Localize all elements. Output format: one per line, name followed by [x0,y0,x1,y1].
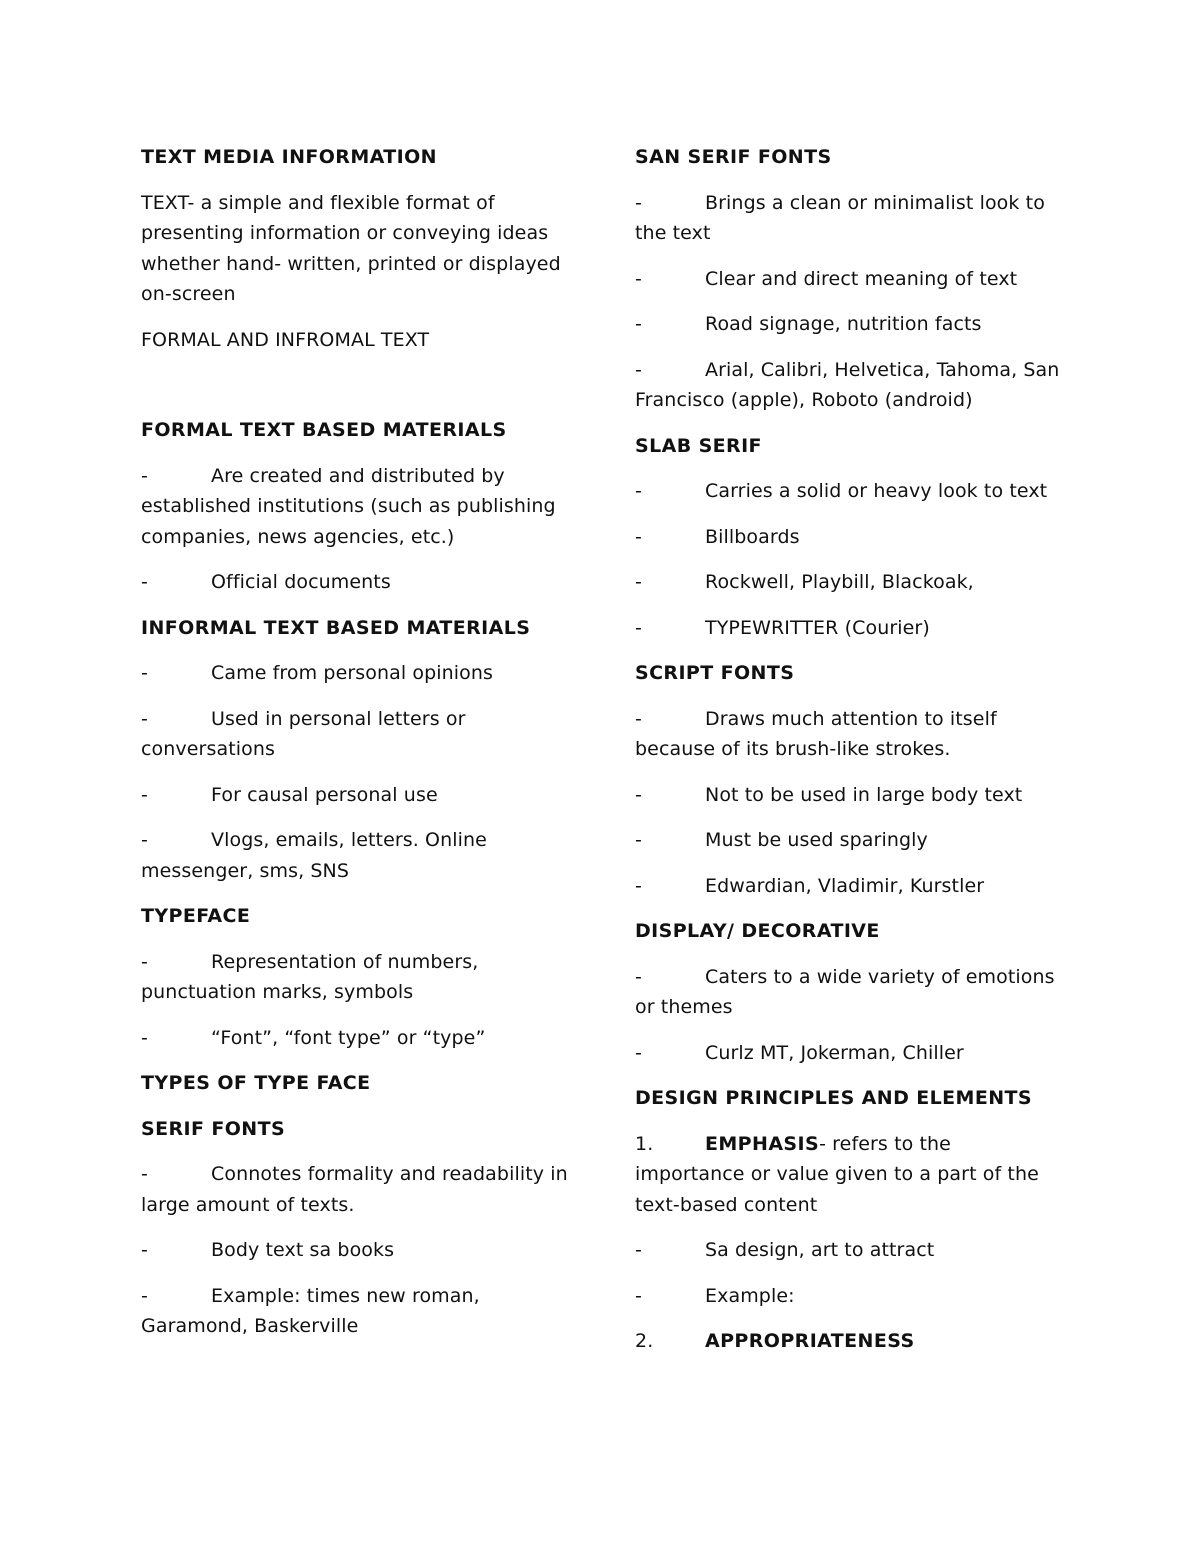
numbered-item: 1. EMPHASIS- refers to the importance or value given to a part of the text-based content [635,1132,1039,1216]
intro-paragraph: TEXT- a simple and flexible format of presenting information or conveying ideas whether hand- written, printed or displayed on-screen [141,191,561,305]
numbered-item: 2. APPROPRIATENESS [635,1330,915,1352]
list-item: - Official documents [141,571,391,593]
types-heading: TYPES OF TYPE FACE [141,1072,371,1094]
list-item: - Must be used sparingly [635,829,928,851]
page-title: TEXT MEDIA INFORMATION [141,146,437,168]
list-item: - Rockwell, Playbill, Blackoak, [635,571,974,593]
list-item: - Arial, Calibri, Helvetica, Tahoma, San Francisco (apple), Roboto (android) [635,358,1060,411]
list-item: - Caters to a wide variety of emotions or themes [635,965,1055,1018]
sans-serif-heading: SAN SERIF FONTS [635,146,832,168]
subtitle: FORMAL AND INFROMAL TEXT [141,328,430,351]
list-item: - Edwardian, Vladimir, Kurstler [635,874,985,897]
serif-heading: SERIF FONTS [141,1117,286,1140]
typeface-heading: TYPEFACE [141,905,251,927]
list-item: - Representation of numbers, punctuation marks, symbols [141,950,479,1003]
list-item: - Sa design, art to attract [635,1239,935,1261]
list-item: - Billboards [635,525,800,548]
list-item: - Carries a solid or heavy look to text [635,480,1048,502]
list-item: - Connotes formality and readability in large amount of texts. [141,1163,568,1216]
list-item: - Body text sa books [141,1239,395,1261]
list-item: - Example: [635,1284,795,1307]
slab-serif-heading: SLAB SERIF [635,434,762,457]
list-item: - Vlogs, emails, letters. Online messenger, sms, SNS [141,829,487,882]
list-item: - Example: times new roman, Garamond, Baskerville [141,1284,480,1337]
list-item: - Not to be used in large body text [635,783,1023,806]
list-item: - Road signage, nutrition facts [635,313,982,335]
list-item: - Draws much attention to itself because of its brush-like strokes. [635,707,997,760]
list-item: - “Font”, “font type” or “type” [141,1026,486,1049]
spacer [141,370,581,415]
list-item: - TYPEWRITTER (Courier) [635,616,930,639]
design-principles-heading: DESIGN PRINCIPLES AND ELEMENTS [635,1087,1032,1109]
list-item: - For causal personal use [141,783,438,806]
list-item: - Are created and distributed by established institutions (such as publishing companies, news agencies, etc.) [141,464,556,548]
list-item: - Clear and direct meaning of text [635,267,1018,290]
script-fonts-heading: SCRIPT FONTS [635,662,795,684]
display-decorative-heading: DISPLAY/ DECORATIVE [635,920,880,942]
list-item: - Brings a clean or minimalist look to the text [635,191,1045,244]
left-column [141,142,581,1357]
right-column [635,142,1065,1372]
formal-heading: FORMAL TEXT BASED MATERIALS [141,419,507,441]
list-item: - Curlz MT, Jokerman, Chiller [635,1041,964,1064]
list-item: - Used in personal letters or conversations [141,707,466,760]
informal-heading: INFORMAL TEXT BASED MATERIALS [141,616,531,639]
list-item: - Came from personal opinions [141,662,494,684]
